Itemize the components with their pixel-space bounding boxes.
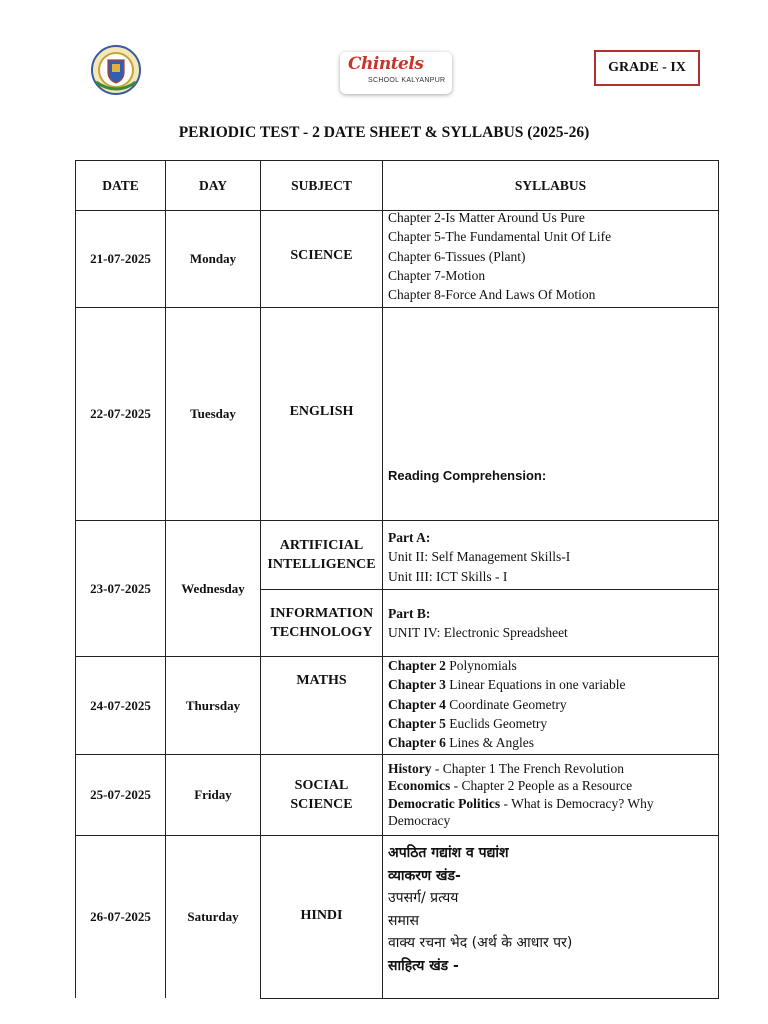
chintels-school-logo xyxy=(340,52,452,94)
row-ai-it-date: 23-07-2025 xyxy=(90,580,151,596)
subject-line: INTELLIGENCE xyxy=(267,557,376,572)
row-science-syllabus xyxy=(388,208,716,304)
row-it-syllabus xyxy=(388,604,716,643)
school-crest-logo xyxy=(90,44,142,96)
row-sst-date: 25-07-2025 xyxy=(90,787,151,802)
row-sst-subject xyxy=(261,755,382,835)
topic-label: Democratic Politics xyxy=(388,795,501,811)
brand-subtitle: SCHOOL KALYANPUR xyxy=(368,77,446,84)
row-ai-it-day: Wednesday xyxy=(181,580,245,596)
brand-name: Chintels xyxy=(348,54,424,74)
row-ai-syllabus xyxy=(388,528,716,586)
chapter-title: Euclids Geometry xyxy=(445,715,548,731)
topic-text: - Chapter 1 The French Revolution xyxy=(431,761,624,776)
column-header-subject: SUBJECT xyxy=(291,177,352,193)
topic-text: - What is Democracy? Why xyxy=(500,795,654,811)
syllabus-line: वाक्य रचना भेद (अर्थ के आधार पर) xyxy=(388,935,573,951)
subject-line: SCIENCE xyxy=(290,797,353,812)
chapter-label: Chapter 5 xyxy=(388,715,446,731)
syllabus-line: Chapter 2-Is Matter Around Us Pure xyxy=(388,210,585,225)
syllabus-line xyxy=(388,656,716,675)
chapter-title: Lines & Angles xyxy=(445,735,535,751)
syllabus-line: Chapter 6-Tissues (Plant) xyxy=(388,248,526,264)
syllabus-line xyxy=(388,795,716,812)
row-ai-subject xyxy=(261,521,382,589)
row-english-day: Tuesday xyxy=(190,406,236,421)
row-maths-day: Thursday xyxy=(185,697,241,713)
topic-text: - Chapter 2 People as a Resource xyxy=(450,778,633,794)
syllabus-line: Chapter 7-Motion xyxy=(388,267,486,283)
chapter-label: Chapter 4 xyxy=(388,696,446,712)
chapter-label: Chapter 3 xyxy=(388,677,446,693)
syllabus-line xyxy=(388,777,716,794)
syllabus-line xyxy=(388,695,716,714)
subject-line: SOCIAL xyxy=(294,778,349,793)
chapter-title: Linear Equations in one variable xyxy=(445,677,626,693)
syllabus-line xyxy=(388,733,716,752)
row-maths-syllabus xyxy=(388,656,716,752)
row-maths-date: 24-07-2025 xyxy=(90,697,151,713)
row-science-date: 21-07-2025 xyxy=(90,251,151,266)
school-crest-icon xyxy=(90,44,142,96)
row-it-subject xyxy=(261,590,382,656)
syllabus-line: UNIT IV: Electronic Spreadsheet xyxy=(388,625,568,641)
syllabus-line xyxy=(388,760,716,777)
row-hindi-subject: HINDI xyxy=(300,908,343,923)
syllabus-line: साहित्य खंड - xyxy=(388,957,459,974)
syllabus-part-label: Part B: xyxy=(388,606,431,621)
syllabus-line: अपठित गद्यांश व पद्यांश xyxy=(388,845,509,861)
row-sst-syllabus xyxy=(388,760,716,829)
row-science-day: Monday xyxy=(189,251,237,266)
syllabus-part-label: Part A: xyxy=(388,530,431,545)
syllabus-line: Chapter 8-Force And Laws Of Motion xyxy=(388,287,596,303)
row-hindi-date: 26-07-2025 xyxy=(90,909,151,924)
column-header-syllabus: SYLLABUS xyxy=(514,177,587,193)
topic-label: History xyxy=(388,761,432,776)
chapter-title: Polynomials xyxy=(445,658,517,673)
row-english-subject: ENGLISH xyxy=(289,404,354,419)
row-hindi-day: Saturday xyxy=(187,909,239,924)
row-english-syllabus-heading: Reading Comprehension: xyxy=(388,468,547,483)
subject-line: INFORMATION xyxy=(269,606,374,621)
syllabus-line xyxy=(388,714,716,733)
subject-line: ARTIFICIAL xyxy=(279,538,364,553)
syllabus-line xyxy=(388,675,716,694)
row-science-subject: SCIENCE xyxy=(290,248,353,263)
syllabus-line: Unit II: Self Management Skills-I xyxy=(388,549,571,565)
syllabus-line: Chapter 5-The Fundamental Unit Of Life xyxy=(388,229,612,245)
chapter-title: Coordinate Geometry xyxy=(445,696,567,712)
column-header-day: DAY xyxy=(198,177,227,193)
row-hindi-syllabus xyxy=(388,842,716,977)
syllabus-line: समास xyxy=(388,912,419,929)
syllabus-line: Democracy xyxy=(388,812,451,828)
page-title: PERIODIC TEST - 2 DATE SHEET & SYLLABUS (2025-26) xyxy=(178,124,590,141)
syllabus-line: उपसर्ग/ प्रत्यय xyxy=(388,890,459,906)
row-sst-day: Friday xyxy=(194,787,232,802)
chapter-label: Chapter 6 xyxy=(388,735,446,751)
row-english-date: 22-07-2025 xyxy=(90,406,151,421)
chapter-label: Chapter 2 xyxy=(388,658,446,673)
syllabus-line: Unit III: ICT Skills - I xyxy=(388,568,508,584)
grade-badge: GRADE - IX xyxy=(594,50,700,86)
topic-label: Economics xyxy=(388,778,451,794)
syllabus-line: व्याकरण खंड- xyxy=(388,867,461,884)
subject-line: TECHNOLOGY xyxy=(270,625,373,640)
row-maths-subject: MATHS xyxy=(296,673,347,688)
column-header-date: DATE xyxy=(102,177,139,193)
